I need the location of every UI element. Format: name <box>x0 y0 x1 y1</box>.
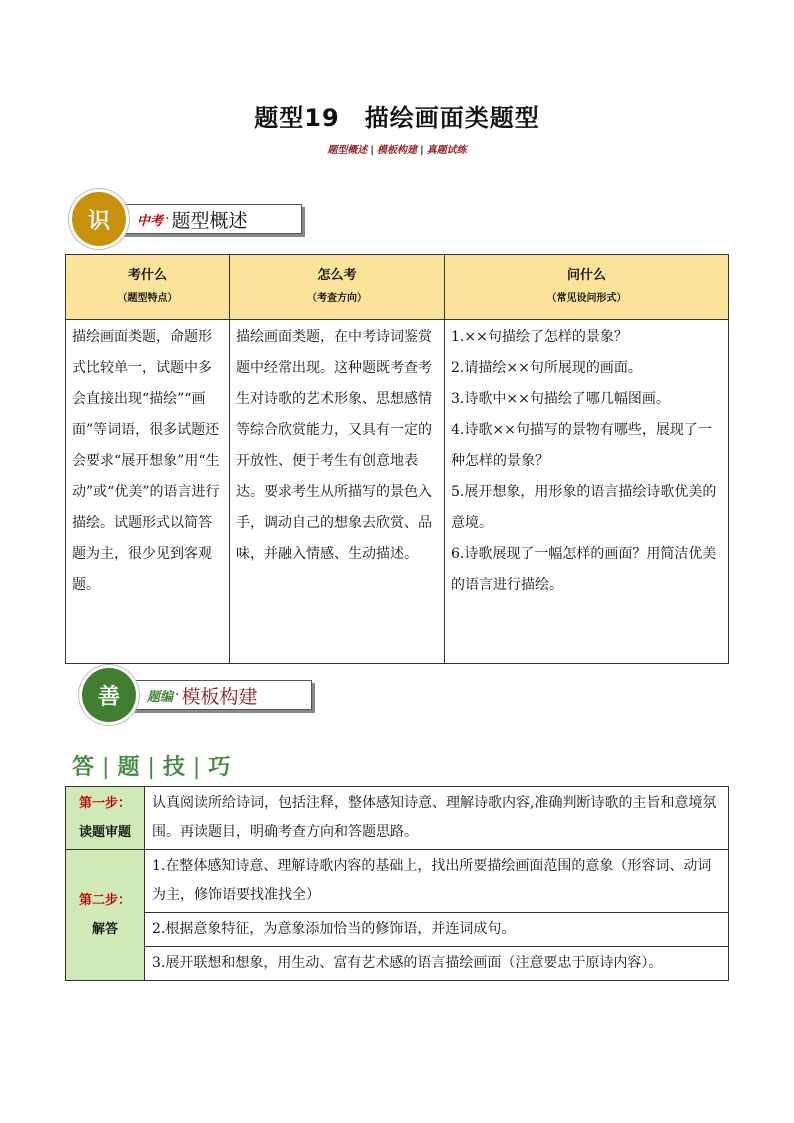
subtitle: 题型概述 | 模板构建 | 真题试练 <box>327 145 467 156</box>
question-item: 5.展开想象，用形象的语言描绘诗歌优美的意境。 <box>451 484 717 531</box>
subtitle-item: 真题试练 <box>426 145 467 156</box>
section-badge-circle: 识 <box>72 192 126 246</box>
header-cell <box>445 255 729 320</box>
tips-char: 技 <box>162 755 187 780</box>
overview-col-direction: 描绘画面类题，在中考诗词鉴赏题中经常出现。这种题既考查考生对诗歌的艺术形象、思想感情等综合欣赏能力，又具有一定的开放性、便于考生有创意地表达。要求考生从所描写的景色入手，调动自己的想象去欣赏、品味，并融入情感、生动描述。 <box>230 320 445 664</box>
section-dot: · <box>175 687 180 703</box>
overview-table <box>65 254 729 664</box>
section-dot: · <box>165 211 170 227</box>
section-label: 题型概述 <box>171 209 248 232</box>
step-row <box>66 947 729 981</box>
subtitle-item: 题型概述 <box>327 145 368 156</box>
step-number: 第一步： <box>78 796 131 811</box>
tips-heading: 答 | 题 | 技 | 巧 <box>72 755 233 780</box>
step-row <box>66 913 729 947</box>
step-label <box>66 850 145 981</box>
overview-col-features: 描绘画面类题，命题形式比较单一，试题中多会直接出现“描绘”“画面”等词语，很多试题还会要求“展开想象”用“生动”或“优美”的语言进行描绘。试题形式以简答题为主，很少见到客观题。 <box>66 320 230 664</box>
question-item: 6.诗歌展现了一幅怎样的画面？用简洁优美的语言进行描绘。 <box>451 546 717 593</box>
step-row <box>66 787 729 850</box>
tips-char: 题 <box>117 755 142 780</box>
steps-table <box>65 786 729 981</box>
tips-char: 巧 <box>208 755 233 780</box>
question-item: 4.诗歌××句描写的景物有哪些，展现了一种怎样的景象？ <box>451 422 712 469</box>
section-banner-template <box>82 668 322 724</box>
overview-col-questions <box>445 320 729 664</box>
step-label <box>66 787 145 850</box>
page-title: 题型19 描绘画面类题型 <box>254 104 540 132</box>
section-banner-overview <box>72 192 312 248</box>
step-text: 认真阅读所给诗词，包括注释，整体感知诗意、理解诗歌内容,准确判断诗歌的主旨和意境氛围。再读题目，明确考查方向和答题思路。 <box>145 787 729 850</box>
step-text: 2.根据意象特征，为意象添加恰当的修饰语，并连词成句。 <box>145 913 729 947</box>
tips-char: 答 <box>72 755 97 780</box>
section-banner-bar <box>112 204 302 234</box>
header-cell <box>66 255 230 320</box>
header-main: 怎么考 <box>317 268 357 283</box>
step-name: 读题审题 <box>78 825 131 840</box>
question-item: 2.请描绘××句所展现的画面。 <box>451 360 642 376</box>
step-text: 1.在整体感知诗意、理解诗歌内容的基础上，找出所要描绘画面范围的意象（形容词、动词为主，修饰语要找准找全） <box>145 850 729 913</box>
header-hint: （题型特点） <box>117 293 178 304</box>
header-cell <box>230 255 445 320</box>
section-tag: 中考 <box>137 213 164 229</box>
section-tag: 题编 <box>147 689 174 705</box>
step-row <box>66 850 729 913</box>
subtitle-item: 模板构建 <box>377 145 417 156</box>
question-item: 3.诗歌中××句描绘了哪几幅图画。 <box>451 391 670 407</box>
section-badge-circle: 善 <box>82 668 136 722</box>
header-main: 问什么 <box>566 268 606 283</box>
step-text: 3.展开联想和想象，用生动、富有艺术感的语言描绘画面（注意要忠于原诗内容）。 <box>145 947 729 981</box>
header-hint: （考查方向） <box>307 293 367 304</box>
step-number: 第二步： <box>78 893 131 908</box>
section-label: 模板构建 <box>181 685 258 708</box>
header-hint: （常见设问形式） <box>546 293 627 304</box>
section-banner-bar <box>122 680 312 710</box>
overview-body-row <box>66 320 729 664</box>
step-name: 解答 <box>91 922 118 937</box>
question-item: 1.××句描绘了怎样的景象？ <box>451 329 628 345</box>
header-main: 考什么 <box>127 268 167 283</box>
overview-header-row <box>66 255 729 320</box>
